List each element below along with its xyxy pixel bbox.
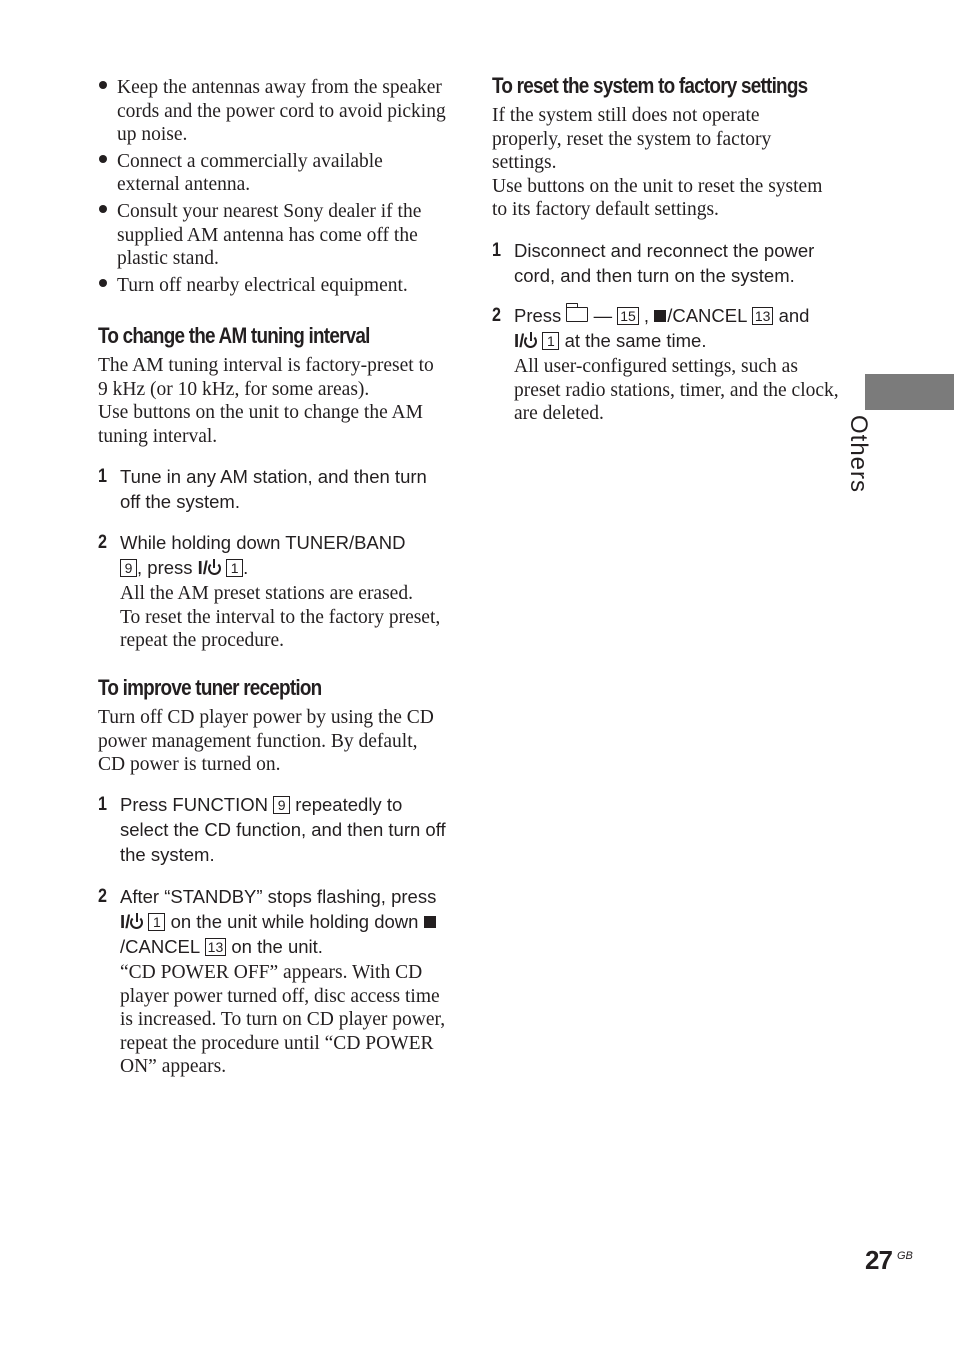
tuner-step-1 xyxy=(98,792,450,867)
step-note: All the AM preset stations are erased. To reset the interval to the factory preset, repeat the procedure. xyxy=(120,583,441,652)
section-tab xyxy=(865,374,954,410)
reset-step-1 xyxy=(492,238,844,288)
step-number: 1 xyxy=(98,466,107,487)
step-text: Press FUNCTION 9 repeatedly to select the CD function, and then turn off the system. xyxy=(120,794,446,865)
reset-intro: If the system still does not operate properly, reset the system to factory settings. Use buttons on the unit to reset the system to its factory default settings. xyxy=(492,105,823,221)
key-box: 1 xyxy=(226,559,243,577)
key-box: 9 xyxy=(120,559,137,577)
step-number: 2 xyxy=(98,886,107,907)
list-item: Connect a commercially available external antenna. xyxy=(98,150,448,197)
stop-icon xyxy=(654,310,666,322)
key-box: 15 xyxy=(617,307,639,325)
list-item: Consult your nearest Sony dealer if the supplied AM antenna has come off the plastic stand. xyxy=(98,200,448,271)
power-icon: I/ xyxy=(198,557,221,578)
list-item: Keep the antennas away from the speaker cords and the power cord to avoid picking up noise. xyxy=(98,76,448,147)
key-box: 1 xyxy=(148,913,165,931)
step-number: 1 xyxy=(98,794,107,815)
step-note: “CD POWER OFF” appears. With CD player power turned off, disc access time is increased. To turn on CD player power, repeat the procedure until “CD POWER ON” appears. xyxy=(120,962,446,1078)
tuner-section-heading: To improve tuner reception xyxy=(98,675,322,700)
antenna-tips-list xyxy=(98,76,448,300)
am-intro: The AM tuning interval is factory-preset to 9 kHz (or 10 kHz, for some areas). Use buttons on the unit to change the AM tuning interval. xyxy=(98,355,434,447)
page-suffix: GB xyxy=(897,1250,913,1262)
step-text: After “STANDBY” stops flashing, press I/ 1 on the unit while holding down /CANCEL 13 on the unit. xyxy=(120,886,437,957)
power-icon: I/ xyxy=(120,911,143,932)
stop-icon xyxy=(424,916,436,928)
step-text: Tune in any AM station, and then turn off the system. xyxy=(120,466,427,512)
step-text: Disconnect and reconnect the power cord, and then turn on the system. xyxy=(514,240,815,286)
reset-section-heading: To reset the system to factory settings xyxy=(492,73,808,98)
page-number: 27 xyxy=(865,1245,892,1275)
key-box: 13 xyxy=(752,307,774,325)
key-box: 1 xyxy=(542,332,559,350)
step-number: 2 xyxy=(98,532,107,553)
list-item: Turn off nearby electrical equipment. xyxy=(98,274,448,298)
step-text: Press — 15 , /CANCEL 13 and I/ 1 at the same time. xyxy=(514,305,810,351)
key-box: 9 xyxy=(273,796,290,814)
am-step-2 xyxy=(98,530,450,653)
step-text: While holding down TUNER/BAND 9 , press I/ 1 . xyxy=(120,532,406,578)
reset-step-2 xyxy=(492,303,844,426)
tuner-step-2 xyxy=(98,884,450,1079)
tuner-intro: Turn off CD player power by using the CD power management function. By default, CD power is turned on. xyxy=(98,707,434,776)
folder-icon xyxy=(566,307,588,322)
key-box: 13 xyxy=(205,938,227,956)
power-icon: I/ xyxy=(514,330,537,351)
am-step-1 xyxy=(98,464,450,514)
step-note: All user-configured settings, such as preset radio stations, timer, and the clock, are deleted. xyxy=(514,356,839,425)
step-number: 1 xyxy=(492,240,501,261)
step-number: 2 xyxy=(492,305,501,326)
section-tab-label: Others xyxy=(845,414,872,494)
am-section-heading: To change the AM tuning interval xyxy=(98,323,370,348)
